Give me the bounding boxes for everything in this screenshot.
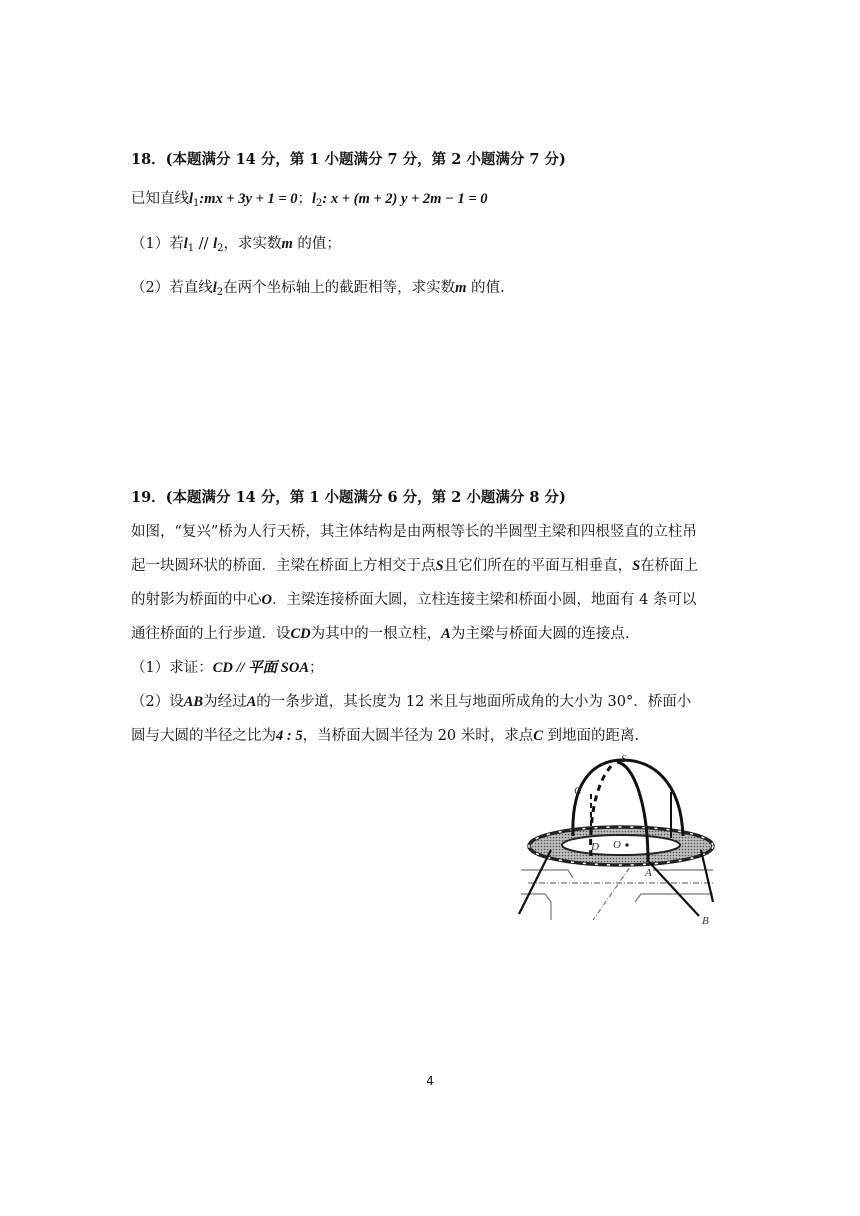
q18-l1-equation: :mx + 3y + 1 = 0 [199,191,298,207]
q19-line-4 [131,624,629,644]
q19-part2-text: （2）设 [131,694,184,710]
q19-ratio: 4 : 5 [276,728,303,744]
label-d: D [591,841,599,853]
q19-line-4-text: 通往桥面的上行步道．设 [131,626,291,642]
q19-part2-cont-text: 圆与大圆的半径之比为 [131,728,276,744]
label-s: S [621,753,627,765]
ground-lines [521,860,713,920]
q18-part2-l2: l [212,280,217,296]
label-c: C [574,785,582,797]
q18-part1-l1: l [183,236,188,252]
q19-point-o: O [261,592,272,608]
q19-segment-ab: AB [183,694,204,710]
q18-l1-sub: 1 [193,198,200,209]
q19-segment-cd: CD [290,626,311,642]
q18-part2-text-2: 在两个坐标轴上的截距相等，求实数 [223,280,456,296]
q19-line-3-text: 的射影为桥面的中心 [131,592,262,608]
q18-header: 18．(本题满分 14 分，第 1 小题满分 7 分，第 2 小题满分 7 分) [131,151,566,168]
q18-part2-text-3: 的值. [466,280,505,296]
q19-part2-cont-text-3: 到地面的距离. [542,728,640,744]
q18-l1-letter: l [189,191,194,207]
q19-header: 19．(本题满分 14 分，第 1 小题满分 6 分，第 2 小题满分 8 分) [131,489,566,506]
center-point [625,843,628,846]
q19-line-2-text: 起一块圆环状的桥面．主梁在桥面上方相交于点 [131,558,436,574]
q19-line-2-text-2: 且它们所在的平面互相垂直， [443,558,633,574]
q19-line-4-text-3: 为主梁与桥面大圆的连接点. [450,626,630,642]
q19-point-a: A [441,626,451,642]
bridge-figure [513,752,725,926]
q19-point-c: C [533,728,543,744]
q19-point-s: S [435,558,444,574]
q18-part1-text-3: 的值； [292,236,341,252]
q19-part2-cont [131,726,639,746]
q18-l2-sub: 2 [316,198,323,209]
q19-part1-text: （1）求证： [131,660,213,676]
q18-part1-text: （1）若 [131,236,184,252]
q19-part2-cont-text-2: ，当桥面大圆半径为 20 米时，求点 [302,728,534,744]
q19-part1-statement: CD // 平面 SOA [212,660,310,676]
q19-part1 [131,658,324,678]
q19-line-3-text-2: ．主梁连接桥面大圆，立柱连接主梁和桥面小圆，地面有 4 条可以 [271,592,697,608]
q18-part2 [131,278,505,303]
q19-part2-point-a: A [246,694,257,710]
label-b: B [702,915,709,926]
q19-line-2-text-3: 在桥面上 [640,558,699,574]
q19-line-4-text-2: 为其中的一根立柱， [310,626,442,642]
q18-l2-letter: l [312,191,317,207]
q19-point-s-2: S [632,558,641,574]
q19-line-3 [131,590,696,610]
q19-part2-text-3: 的一条步道，其长度为 12 米且与地面所成角的大小为 30°．桥面小 [256,694,692,710]
q18-separator: ； [297,191,312,207]
q18-part2-l2-sub: 2 [216,287,224,298]
q18-l2-equation: : x + (m + 2) y + 2m − 1 = 0 [322,191,488,207]
label-o: O [613,839,621,851]
q19-part1-text-2: ； [309,660,324,676]
q18-part1-l2-sub: 2 [217,243,224,254]
q18-part2-text: （2）若直线 [131,280,213,296]
q18-part1-l2: l [213,236,218,252]
q19-part2 [131,692,691,712]
q18-part1-var: m [281,236,293,252]
label-a: A [645,867,652,879]
page-number: 4 [426,1074,434,1088]
q18-part1-text-2: ，求实数 [223,236,282,252]
q19-part2-text-2: 为经过 [203,694,247,710]
q18-part1-l1-sub: 1 [187,243,195,254]
bridge-deck [529,827,713,865]
q19-line-1: 如图，“复兴”桥为人行天桥，其主体结构是由两根等长的半圆型主梁和四根竖直的立柱吊 [131,524,697,540]
q18-part1 [131,234,341,259]
q18-given [131,189,487,214]
q18-given-label: 已知直线 [131,191,189,207]
q18-part1-parallel: // [194,236,214,252]
q19-line-2 [131,556,698,576]
q18-part2-var: m [455,280,467,296]
